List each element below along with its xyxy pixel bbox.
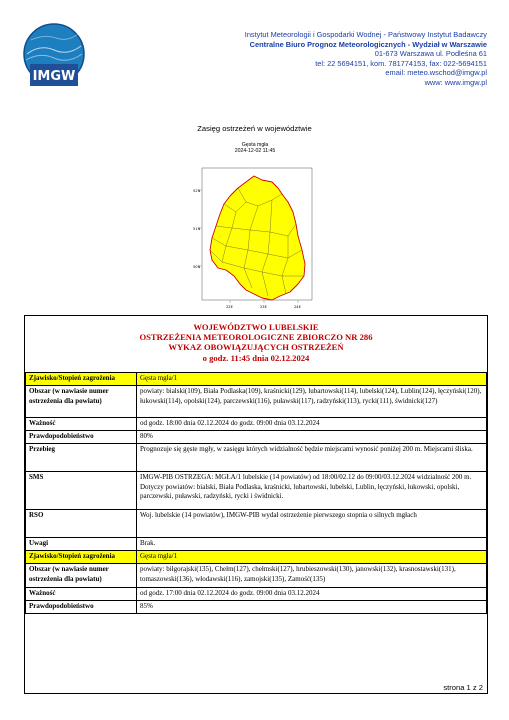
row-key: Obszar (w nawiasie numer ostrzeżenia dla powiatu) [26, 564, 137, 588]
department-name: Centralne Biuro Prognoz Meteorologicznych - Wydział w Warszawie [249, 39, 487, 49]
row-key: Zjawisko/Stopień zagrożenia [26, 551, 137, 564]
warning-number: OSTRZEŻENIA METEOROLOGICZNE ZBIORCZO NR 286 [139, 332, 373, 343]
map-title-phenomenon: Gęsta mgła [241, 142, 269, 148]
warning-row [26, 510, 487, 538]
warning-row [26, 472, 487, 510]
lon-label-3: 24E [294, 305, 301, 309]
institute-www[interactable]: www: www.imgw.pl [424, 77, 487, 87]
warning-row [26, 551, 487, 564]
row-key: Uwagi [26, 538, 137, 551]
row-value: powiaty: biłgorajski(135), Chełm(127), chełmski(127), hrubieszowski(130), janowski(132), krasnostawski(131), tomaszowski(136), włodawski(116), zamojski(135), Zamość(135) [137, 564, 487, 588]
lon-label-1: 22E [226, 305, 233, 309]
lat-label-2: 51N [193, 227, 201, 231]
warning-row [26, 444, 487, 472]
lat-label-3: 50N [193, 265, 201, 269]
map-caption: Zasięg ostrzeżeń w województwie [197, 124, 312, 133]
warning-row [26, 431, 487, 444]
warning-header [25, 316, 487, 363]
row-value: Gęsta mgła/1 [137, 373, 487, 386]
warning-map [192, 140, 318, 316]
row-key: Przebieg [26, 444, 137, 472]
warning-row [26, 601, 487, 614]
institute-phone: tel: 22 5694151, kom. 781774153, fax: 022-5694151 [315, 58, 487, 68]
warning-row [26, 588, 487, 601]
institute-name: Instytut Meteorologii i Gospodarki Wodnej - Państwowy Instytut Badawczy [244, 30, 487, 39]
lat-label-1: 52N [193, 189, 201, 193]
row-key: Ważność [26, 418, 137, 431]
warning-row [26, 564, 487, 588]
page-number: strona 1 z 2 [443, 683, 483, 692]
row-value: od godz. 18:00 dnia 02.12.2024 do godz. 09:00 dnia 03.12.2024 [137, 418, 487, 431]
map-title [192, 142, 318, 155]
warnings-table [25, 372, 487, 614]
lon-label-2: 23E [260, 305, 267, 309]
row-value: od godz. 17:00 dnia 02.12.2024 do godz. 09:00 dnia 03.12.2024 [137, 588, 487, 601]
warning-row [26, 373, 487, 386]
row-value: Brak. [137, 538, 487, 551]
warnings-list-title: WYKAZ OBOWIĄZUJĄCYCH OSTRZEŻEŃ [168, 342, 344, 353]
warning-row [26, 418, 487, 431]
row-key: Obszar (w nawiasie numer ostrzeżenia dla powiatu) [26, 386, 137, 418]
imgw-logo [22, 20, 86, 94]
row-key: Prawdopodobieństwo [26, 601, 137, 614]
logo-text: IMGW [32, 69, 76, 84]
voivodeship-title: WOJEWÓDZTWO LUBELSKIE [193, 322, 319, 332]
row-value: Gęsta mgła/1 [137, 551, 487, 564]
warning-box [24, 315, 488, 694]
row-value: 80% [137, 431, 487, 444]
institute-header [245, 30, 487, 88]
map-title-date: 2024-12-02 11:45 [234, 148, 276, 155]
row-key: Ważność [26, 588, 137, 601]
warning-row [26, 538, 487, 551]
institute-email[interactable]: email: meteo.wschod@imgw.pl [385, 68, 487, 78]
row-value: IMGW-PIB OSTRZEGA: MGŁA/1 lubelskie (14 powiatów) od 18:00/02.12 do 09:00/03.12.2024 widzialność 200 m. Dotyczy powiatów: bialski, Biała Podlaska, kraśnicki, lubartowski, lubelski, Lublin, łęczyński, łukowski, opolski, parczewski, puławski, radzyński, rycki i świdnicki. [137, 472, 487, 510]
row-value: Prognozuje się gęste mgły, w zasięgu których widzialność będzie miejscami wynosić poniżej 200 m. Miejscami śliska. [137, 444, 487, 472]
row-key: Zjawisko/Stopień zagrożenia [26, 373, 137, 386]
row-key: SMS [26, 472, 137, 510]
row-value: powiaty: bialski(109), Biała Podlaska(109), kraśnicki(129), lubartowski(114), lubelski(124), Lublin(124), łęczyński(120), łukowski(114), opolski(124), parczewski(116), puławski(117), radzyński(113), rycki(111), świdnicki(127) [137, 386, 487, 418]
row-key: Prawdopodobieństwo [26, 431, 137, 444]
voivodeship-map [192, 140, 318, 316]
row-value: Woj. lubelskie (14 powiatów), IMGW-PIB wydał ostrzeżenie pierwszego stopnia o silnych mgłach [137, 510, 487, 538]
row-key: RSO [26, 510, 137, 538]
row-value: 85% [137, 601, 487, 614]
warning-row [26, 386, 487, 418]
warning-timestamp: o godz. 11:45 dnia 02.12.2024 [202, 352, 310, 363]
institute-address: 01-673 Warszawa ul. Podleśna 61 [374, 49, 487, 59]
